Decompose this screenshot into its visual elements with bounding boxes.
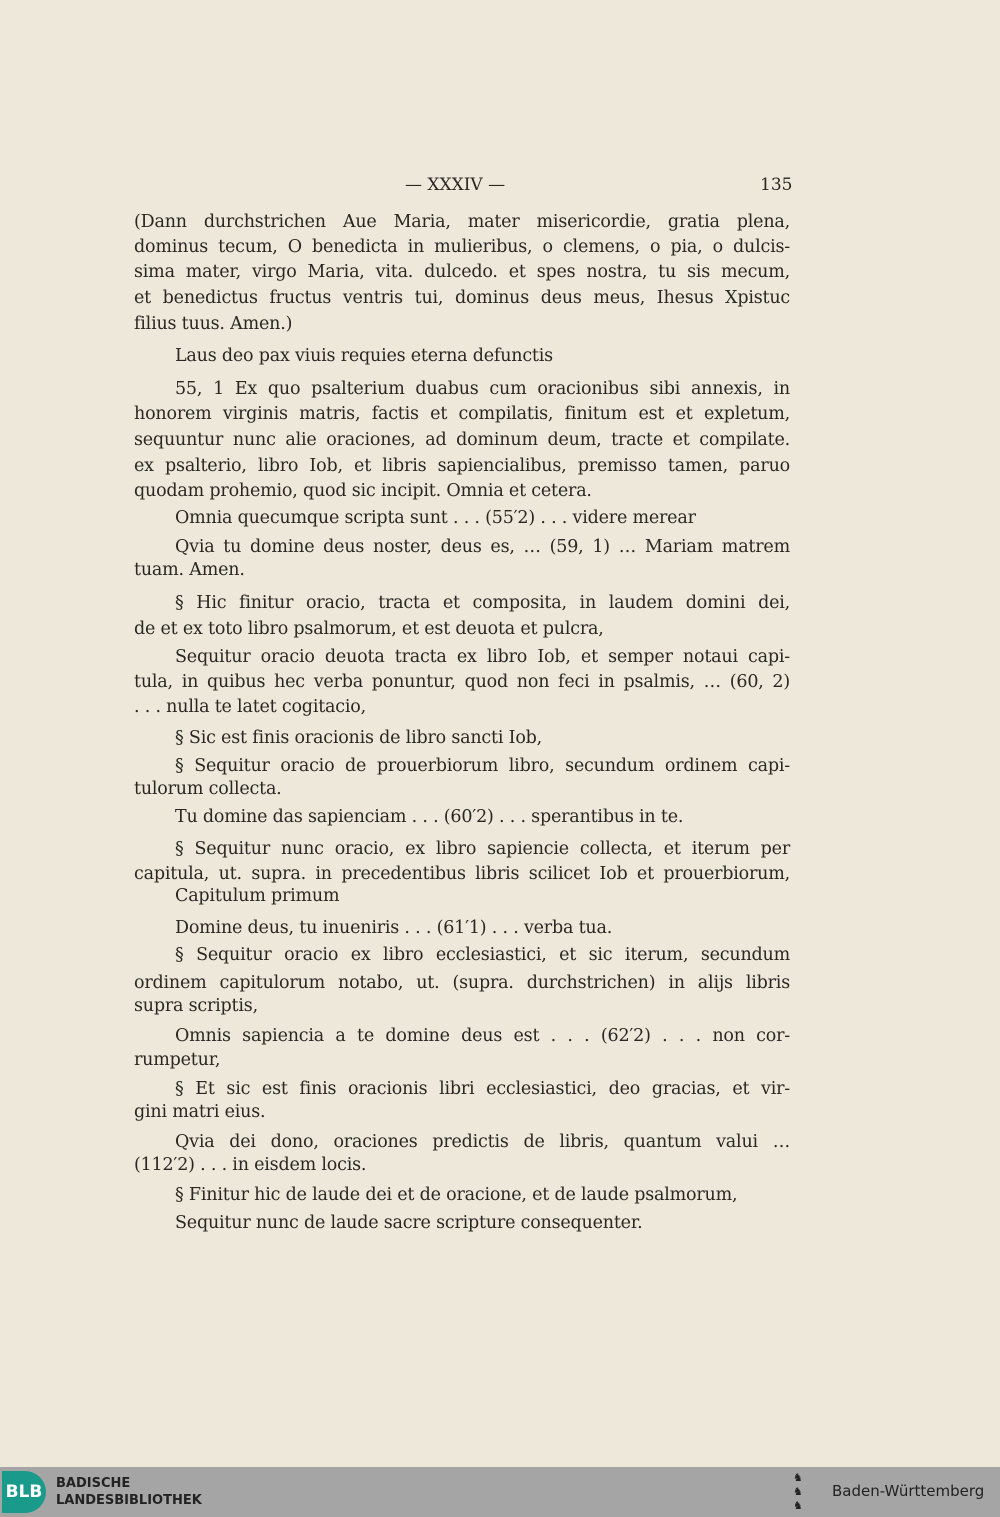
blb-logo[interactable]: BLB [2,1471,46,1513]
text-line: Sequitur oracio deuota tracta ex libro Iob, et semper notaui capi- [175,647,790,667]
text-line: honorem virginis matris, factis et compilatis, finitum est et expletum, [134,404,790,424]
text-line: Omnia quecumque scripta sunt . . . (55′2) . . . videre merear [175,508,696,528]
text-line: ex psalterio, libro Iob, et libris sapiencialibus, premisso tamen, paruo [134,456,790,476]
text-line: et benedictus fructus ventris tui, dominus deus meus, Ihesus Xpistuc [134,288,790,308]
library-name-line1: BADISCHE [56,1476,131,1491]
state-name[interactable]: Baden-Württemberg [832,1482,985,1500]
text-line: sima mater, virgo Maria, vita. dulcedo. et spes nostra, tu sis mecum, [134,262,790,282]
text-line: gini matri eius. [134,1102,266,1122]
text-line: Qvia dei dono, oraciones predictis de libris, quantum valui … [175,1132,790,1152]
text-line: § Et sic est finis oracionis libri ecclesiastici, deo gracias, et vir- [175,1079,790,1099]
text-line: § Sic est finis oracionis de libro sancti Iob, [175,728,543,748]
text-line: § Sequitur oracio de prouerbiorum libro, secundum ordinem capi- [175,756,790,776]
text-line: § Hic finitur oracio, tracta et composita, in laudem domini dei, [175,593,790,613]
text-line: sequuntur nunc alie oraciones, ad dominum deum, tracte et compilate. [134,430,790,450]
text-line: § Finitur hic de laude dei et de oracione, et de laude psalmorum, [175,1185,738,1205]
lions-coat-of-arms-icon: ♞ ♞ ♞ [793,1471,803,1512]
text-line: (Dann durchstrichen Aue Maria, mater misericordie, gratia plena, [134,212,790,232]
footer-bar [0,1467,1000,1517]
text-line: § Sequitur oracio ex libro ecclesiastici, et sic iterum, secundum [175,945,790,965]
text-line: . . . nulla te latet cogitacio, [134,697,366,717]
text-line: tuam. Amen. [134,560,245,580]
text-line: (112′2) . . . in eisdem locis. [134,1155,367,1175]
text-line: quodam prohemio, quod sic incipit. Omnia et cetera. [134,481,592,501]
text-line: Tu domine das sapienciam . . . (60′2) . . . sperantibus in te. [175,807,684,827]
library-name[interactable] [56,1475,202,1509]
text-line: dominus tecum, O benedicta in mulieribus, o clemens, o pia, o dulcis- [134,237,790,257]
library-name-line2: LANDESBIBLIOTHEK [56,1493,202,1508]
text-line: ordinem capitulorum notabo, ut. (supra. durchstrichen) in alijs libris [134,973,790,993]
text-line: capitula, ut. supra. in precedentibus libris scilicet Iob et prouerbiorum, [134,864,790,884]
text-line: de et ex toto libro psalmorum, et est deuota et pulcra, [134,619,604,639]
text-line: § Sequitur nunc oracio, ex libro sapiencie collecta, et iterum per [175,839,790,859]
text-line: rumpetur, [134,1050,221,1070]
text-line: Laus deo pax viuis requies eterna defunctis [175,346,553,366]
page-number: 135 [760,175,793,195]
text-line: tulorum collecta. [134,779,282,799]
text-line: 55, 1 Ex quo psalterium duabus cum oracionibus sibi annexis, in [175,379,790,399]
text-line: Qvia tu domine deus noster, deus es, … (59, 1) … Mariam matrem [175,537,790,557]
text-line: tula, in quibus hec verba ponuntur, quod non feci in psalmis, … (60, 2) [134,672,790,692]
text-line: filius tuus. Amen.) [134,314,293,334]
text-line: Domine deus, tu inueniris . . . (61′1) . . . verba tua. [175,918,613,938]
text-line: Omnis sapiencia a te domine deus est . . . (62′2) . . . non cor- [175,1026,790,1046]
text-line: Sequitur nunc de laude sacre scripture consequenter. [175,1213,643,1233]
text-line: Capitulum primum [175,886,340,906]
text-line: supra scriptis, [134,996,258,1016]
running-title: — XXXIV — [405,175,506,195]
